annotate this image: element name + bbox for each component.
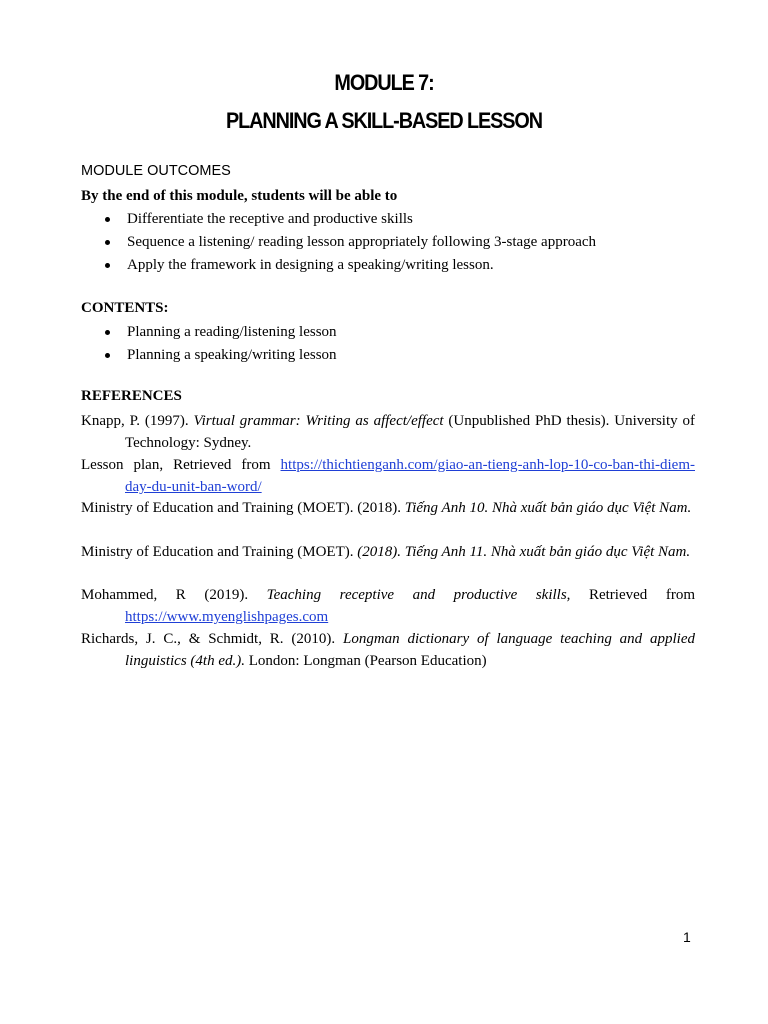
reference-details: (Unpublished PhD thesis). University of Technology: Sydney. [125,413,695,451]
list-item: Apply the framework in designing a speaking/writing lesson. [81,254,596,277]
reference-title: (2018). Tiếng Anh 11. Nhà xuất bản giáo dục Việt Nam. [357,544,691,560]
reference-item [81,628,695,672]
reference-author: Lesson plan, Retrieved from [81,457,281,473]
reference-title: Virtual grammar: Writing as affect/effect [193,413,444,429]
module-subtitle: PLANNING A SKILL-BASED LESSON [226,108,542,133]
reference-title: Teaching receptive and productive skills, [266,587,571,603]
reference-item [81,410,695,454]
reference-author: Ministry of Education and Training (MOET). (2018). [81,500,405,516]
outcomes-list [81,208,596,277]
reference-author: Richards, J. C., & Schmidt, R. (2010). [81,631,343,647]
reference-link[interactable]: https://www.myenglishpages.com [125,609,329,625]
reference-details: London: Longman (Pearson Education) [245,653,487,669]
page-number: 1 [683,929,691,945]
list-item: Sequence a listening/ reading lesson appropriately following 3-stage approach [81,231,596,254]
reference-title: Longman dictionary of language teaching and applied linguistics (4th ed.). [125,631,696,669]
reference-link[interactable]: https://thichtienganh.com/giao-an-tieng-anh-lop-10-co-ban-thi-diem-day-du-unit-ban-word/ [125,457,695,495]
outcomes-lead: By the end of this module, students will be able to [81,188,398,204]
references-heading: REFERENCES [81,388,182,404]
reference-item [81,454,695,498]
reference-author: Knapp, P. (1997). [81,413,194,429]
reference-item [81,497,695,519]
reference-item [81,584,695,628]
reference-author: Mohammed, R (2019). [81,587,267,603]
reference-title: Tiếng Anh 10. Nhà xuất bản giáo dục Việt Nam. [404,500,692,516]
outcomes-heading: MODULE OUTCOMES [81,163,231,179]
reference-item [81,541,695,563]
list-item: Planning a speaking/writing lesson [81,344,337,367]
contents-list [81,321,337,367]
list-item: Planning a reading/listening lesson [81,321,337,344]
list-item: Differentiate the receptive and productive skills [81,208,596,231]
contents-heading: CONTENTS: [81,300,169,316]
reference-details: Retrieved from [570,587,696,603]
module-title: MODULE 7: [334,70,434,95]
reference-author: Ministry of Education and Training (MOET). [81,544,358,560]
